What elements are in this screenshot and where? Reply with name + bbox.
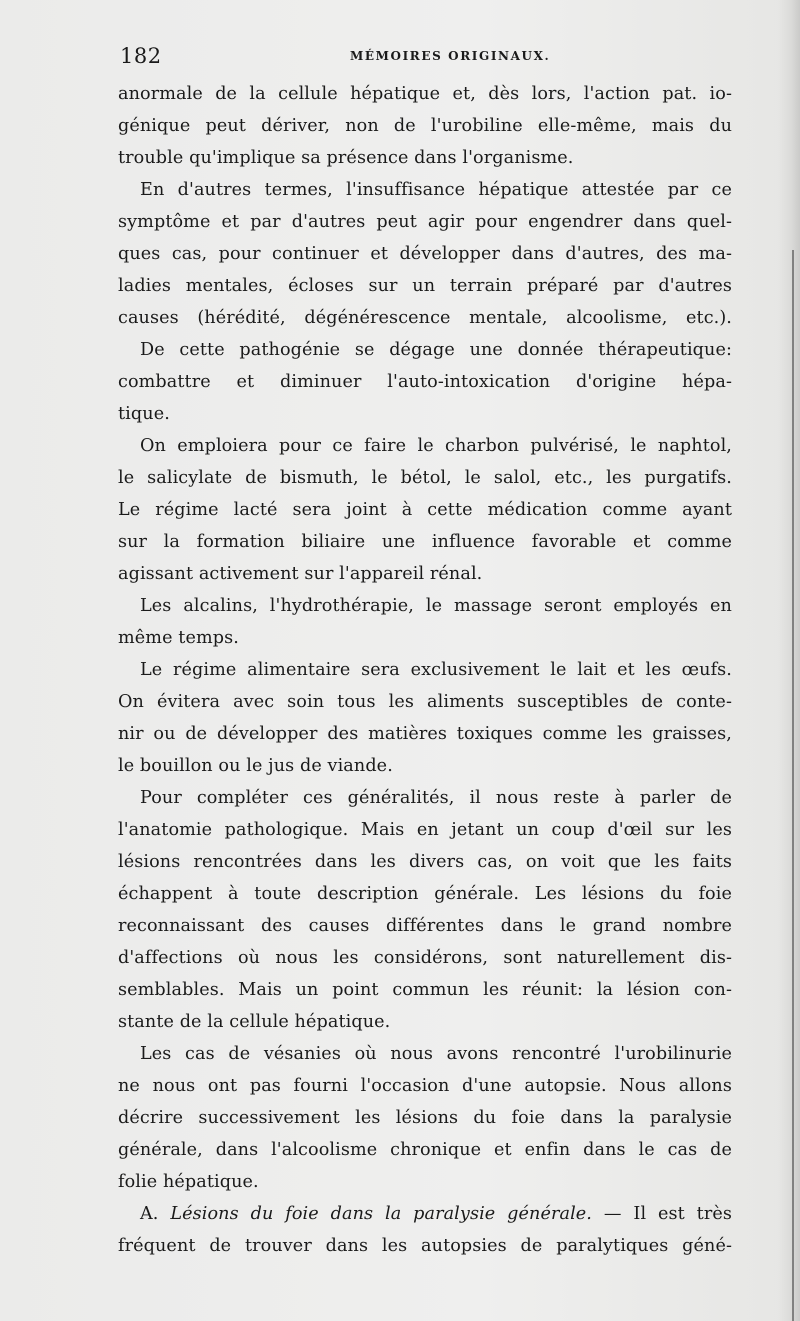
page-number: 182	[120, 44, 162, 68]
text-line: ne nous ont pas fourni l'occasion d'une autopsie. Nous allons	[118, 1076, 732, 1096]
running-title: MÉMOIRES ORIGINAUX.	[350, 49, 551, 63]
text-line: Le régime alimentaire sera exclusivement le lait et les œufs.	[140, 660, 732, 680]
text-line: semblables. Mais un point commun les réunit: la lésion con-	[118, 980, 732, 1000]
text-line: causes (hérédité, dégénérescence mentale, alcoolisme, etc.).	[118, 308, 732, 328]
text-line: décrire successivement les lésions du foie dans la paralysie	[118, 1108, 732, 1128]
text-line: stante de la cellule hépatique.	[118, 1012, 391, 1032]
page-header	[118, 44, 718, 74]
text-line: lésions rencontrées dans les divers cas, on voit que les faits	[118, 852, 732, 872]
text-line: De cette pathogénie se dégage une donnée thérapeutique:	[140, 340, 732, 360]
text-line: échappent à toute description générale. Les lésions du foie	[118, 884, 732, 904]
text-line: Pour compléter ces généralités, il nous reste à parler de	[140, 788, 732, 808]
text-line: ladies mentales, écloses sur un terrain préparé par d'autres	[118, 276, 732, 296]
text-line: nir ou de développer des matières toxiques comme les graisses,	[118, 724, 732, 744]
text-line: On évitera avec soin tous les aliments susceptibles de conte-	[118, 692, 732, 712]
text-line: Les alcalins, l'hydrothérapie, le massage seront employés en	[140, 596, 732, 616]
text-line: On emploiera pour ce faire le charbon pulvérisé, le naphtol,	[140, 436, 732, 456]
text-line: même temps.	[118, 628, 239, 648]
text-line: En d'autres termes, l'insuffisance hépatique attestée par ce	[140, 180, 732, 200]
section-title: Lésions du foie dans la paralysie générale.	[170, 1204, 593, 1224]
body-text	[118, 78, 732, 1262]
text-line: trouble qu'implique sa présence dans l'organisme.	[118, 148, 574, 168]
section-heading-line	[118, 1198, 732, 1230]
text-line: anormale de la cellule hépatique et, dès lors, l'action pat. io-	[118, 84, 732, 104]
section-label: A.	[140, 1204, 159, 1224]
text-line: générale, dans l'alcoolisme chronique et enfin dans le cas de	[118, 1140, 732, 1160]
text-line: d'affections où nous les considérons, sont naturellement dis-	[118, 948, 732, 968]
text-line: folie hépatique.	[118, 1172, 259, 1192]
text-line: sur la formation biliaire une influence favorable et comme	[118, 532, 732, 552]
text-line: l'anatomie pathologique. Mais en jetant un coup d'œil sur les	[118, 820, 732, 840]
text-line: le bouillon ou le jus de viande.	[118, 756, 393, 776]
text-line: agissant activement sur l'appareil rénal.	[118, 564, 483, 584]
text-line: tique.	[118, 404, 170, 424]
text-line: génique peut dériver, non de l'urobiline elle-même, mais du	[118, 116, 732, 136]
text-line: fréquent de trouver dans les autopsies de paralytiques géné-	[118, 1236, 732, 1256]
text-line: ques cas, pour continuer et développer dans d'autres, des ma-	[118, 244, 732, 264]
text-line: le salicylate de bismuth, le bétol, le salol, etc., les purgatifs.	[118, 468, 732, 488]
section-text: — Il est très	[592, 1204, 732, 1224]
page-edge-shadow	[778, 0, 800, 1321]
text-line: combattre et diminuer l'auto-intoxication d'origine hépa-	[118, 372, 732, 392]
text-line: symptôme et par d'autres peut agir pour engendrer dans quel-	[118, 212, 732, 232]
binding-rule	[792, 250, 794, 1321]
text-line: reconnaissant des causes différentes dans le grand nombre	[118, 916, 732, 936]
text-line: Les cas de vésanies où nous avons rencontré l'urobilinurie	[140, 1044, 732, 1064]
text-line: Le régime lacté sera joint à cette médication comme ayant	[118, 500, 732, 520]
